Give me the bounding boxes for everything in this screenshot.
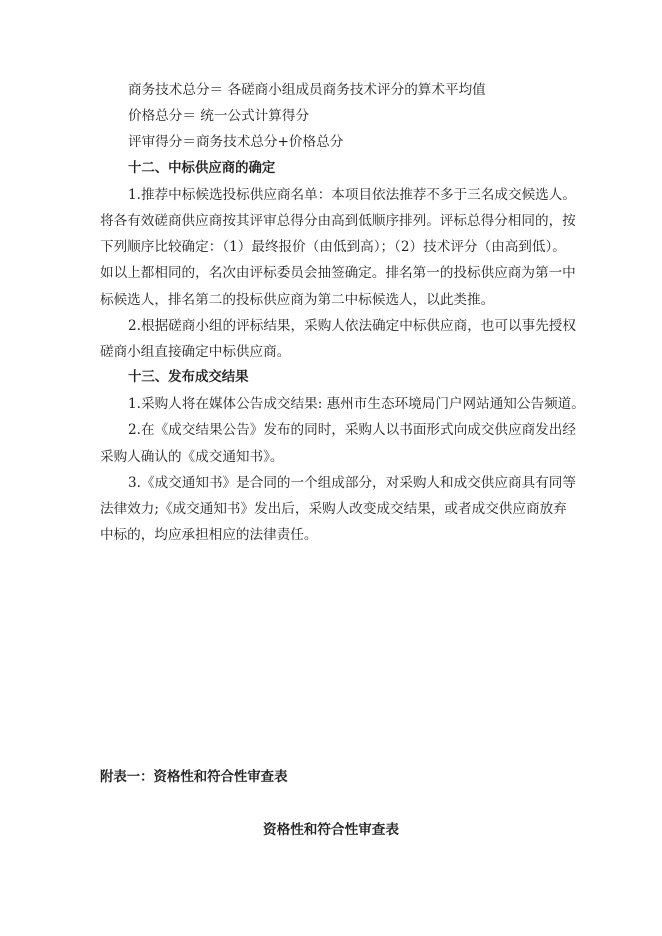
section-heading: 十三、发布成交结果 <box>128 370 249 386</box>
text-line: 1.采购人将在媒体公告成交结果: 惠州市生态环境局门户网站通知公告频道。 <box>128 396 585 413</box>
text-line: 标候选人，排名第二的投标供应商为第二中标候选人，以此类推。 <box>100 291 495 308</box>
text-line: 评审得分＝商务技术总分+价格总分 <box>128 134 344 151</box>
text-line: 3.《成交通知书》是合同的一个组成部分，对采购人和成交供应商具有同等 <box>128 474 576 491</box>
text-line: 如以上都相同的，名次由评标委员会抽签确定。排名第一的投标供应商为第一中 <box>100 265 576 282</box>
text-line: 2.在《成交结果公告》发布的同时，采购人以书面形式向成交供应商发出经 <box>128 422 576 439</box>
text-line: 法律效力;《成交通知书》发出后，采购人改变成交结果，或者成交供应商放弃 <box>100 501 567 517</box>
table-title: 资格性和符合性审查表 <box>263 822 399 838</box>
text-line: 价格总分＝ 统一公式计算得分 <box>128 108 310 125</box>
text-line: 下列顺序比较确定：（1）最终报价（由低到高）；（2）技术评分（由高到低）。 <box>100 239 566 256</box>
text-line: 采购人确认的《成交通知书》。 <box>100 448 284 465</box>
text-line: 1.推荐中标候选投标供应商名单：本项目依法推荐不多于三名成交候选人。 <box>128 186 576 203</box>
text-line: 将各有效磋商供应商按其评审总得分由高到低顺序排列。评标总得分相同的，按 <box>100 212 576 229</box>
annex-heading: 附表一：资格性和符合性审查表 <box>100 770 288 785</box>
document-body <box>100 77 585 548</box>
text-line: 磋商小组直接确定中标供应商。 <box>100 343 291 360</box>
text-line: 中标的，均应承担相应的法律责任。 <box>100 527 318 544</box>
text-line: 2.根据磋商小组的评标结果，采购人依法确定中标供应商，也可以事先授权 <box>128 317 576 334</box>
text-line: 商务技术总分＝ 各磋商小组成员商务技术评分的算术平均值 <box>128 82 486 98</box>
section-heading: 十二、中标供应商的确定 <box>128 160 276 176</box>
